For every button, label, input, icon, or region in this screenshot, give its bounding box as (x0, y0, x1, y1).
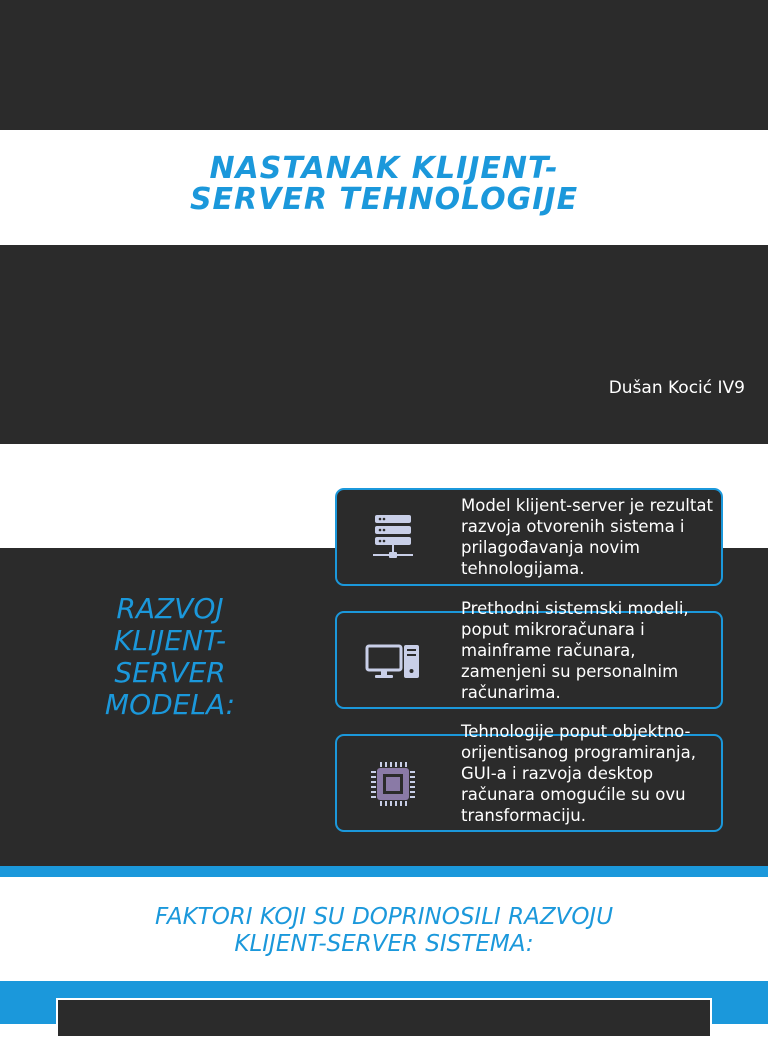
slide2-heading-line: RAZVOJ (116, 592, 224, 625)
slide1-top-band (0, 0, 768, 130)
server-icon (364, 509, 422, 567)
slide3-title (0, 904, 768, 958)
slide2-heading-line: SERVER (114, 656, 226, 689)
slide1-author: Dušan Kocić IV9 (608, 378, 745, 398)
info-card-2-text: Prethodni sistemski modeli, poput mikroračunara i mainframe računara, zamenjeni su personalnim računarima. (461, 599, 689, 702)
slide2-heading (82, 593, 258, 721)
slide2-heading-line: KLIJENT- (113, 624, 227, 657)
slide3-title-line2: KLIJENT-SERVER SISTEMA: (234, 931, 534, 957)
slide3-top-accent-bar (0, 866, 768, 877)
slide3-title-line1: FAKTORI KOJI SU DOPRINOSILI RAZVOJU (154, 904, 614, 930)
slide1-bottom-band (0, 245, 768, 444)
slide3-content-box (56, 998, 712, 1038)
slide1-title (0, 153, 768, 215)
computer-icon (364, 632, 422, 690)
info-card-3-text: Tehnologije poput objektno-orijentisanog programiranja, GUI-a i razvoja desktop računara omogućile su ovu transformaciju. (461, 722, 696, 825)
slide1-title-line2: SERVER TEHNOLOGIJE (189, 182, 579, 217)
slide1-title-line1: NASTANAK KLIJENT- (209, 151, 559, 186)
info-card-1-text: Model klijent-server je rezultat razvoja otvorenih sistema i prilagođavanja novim tehnologijama. (461, 496, 713, 578)
slide2-heading-line: MODELA: (104, 688, 236, 721)
processor-icon (364, 755, 422, 813)
